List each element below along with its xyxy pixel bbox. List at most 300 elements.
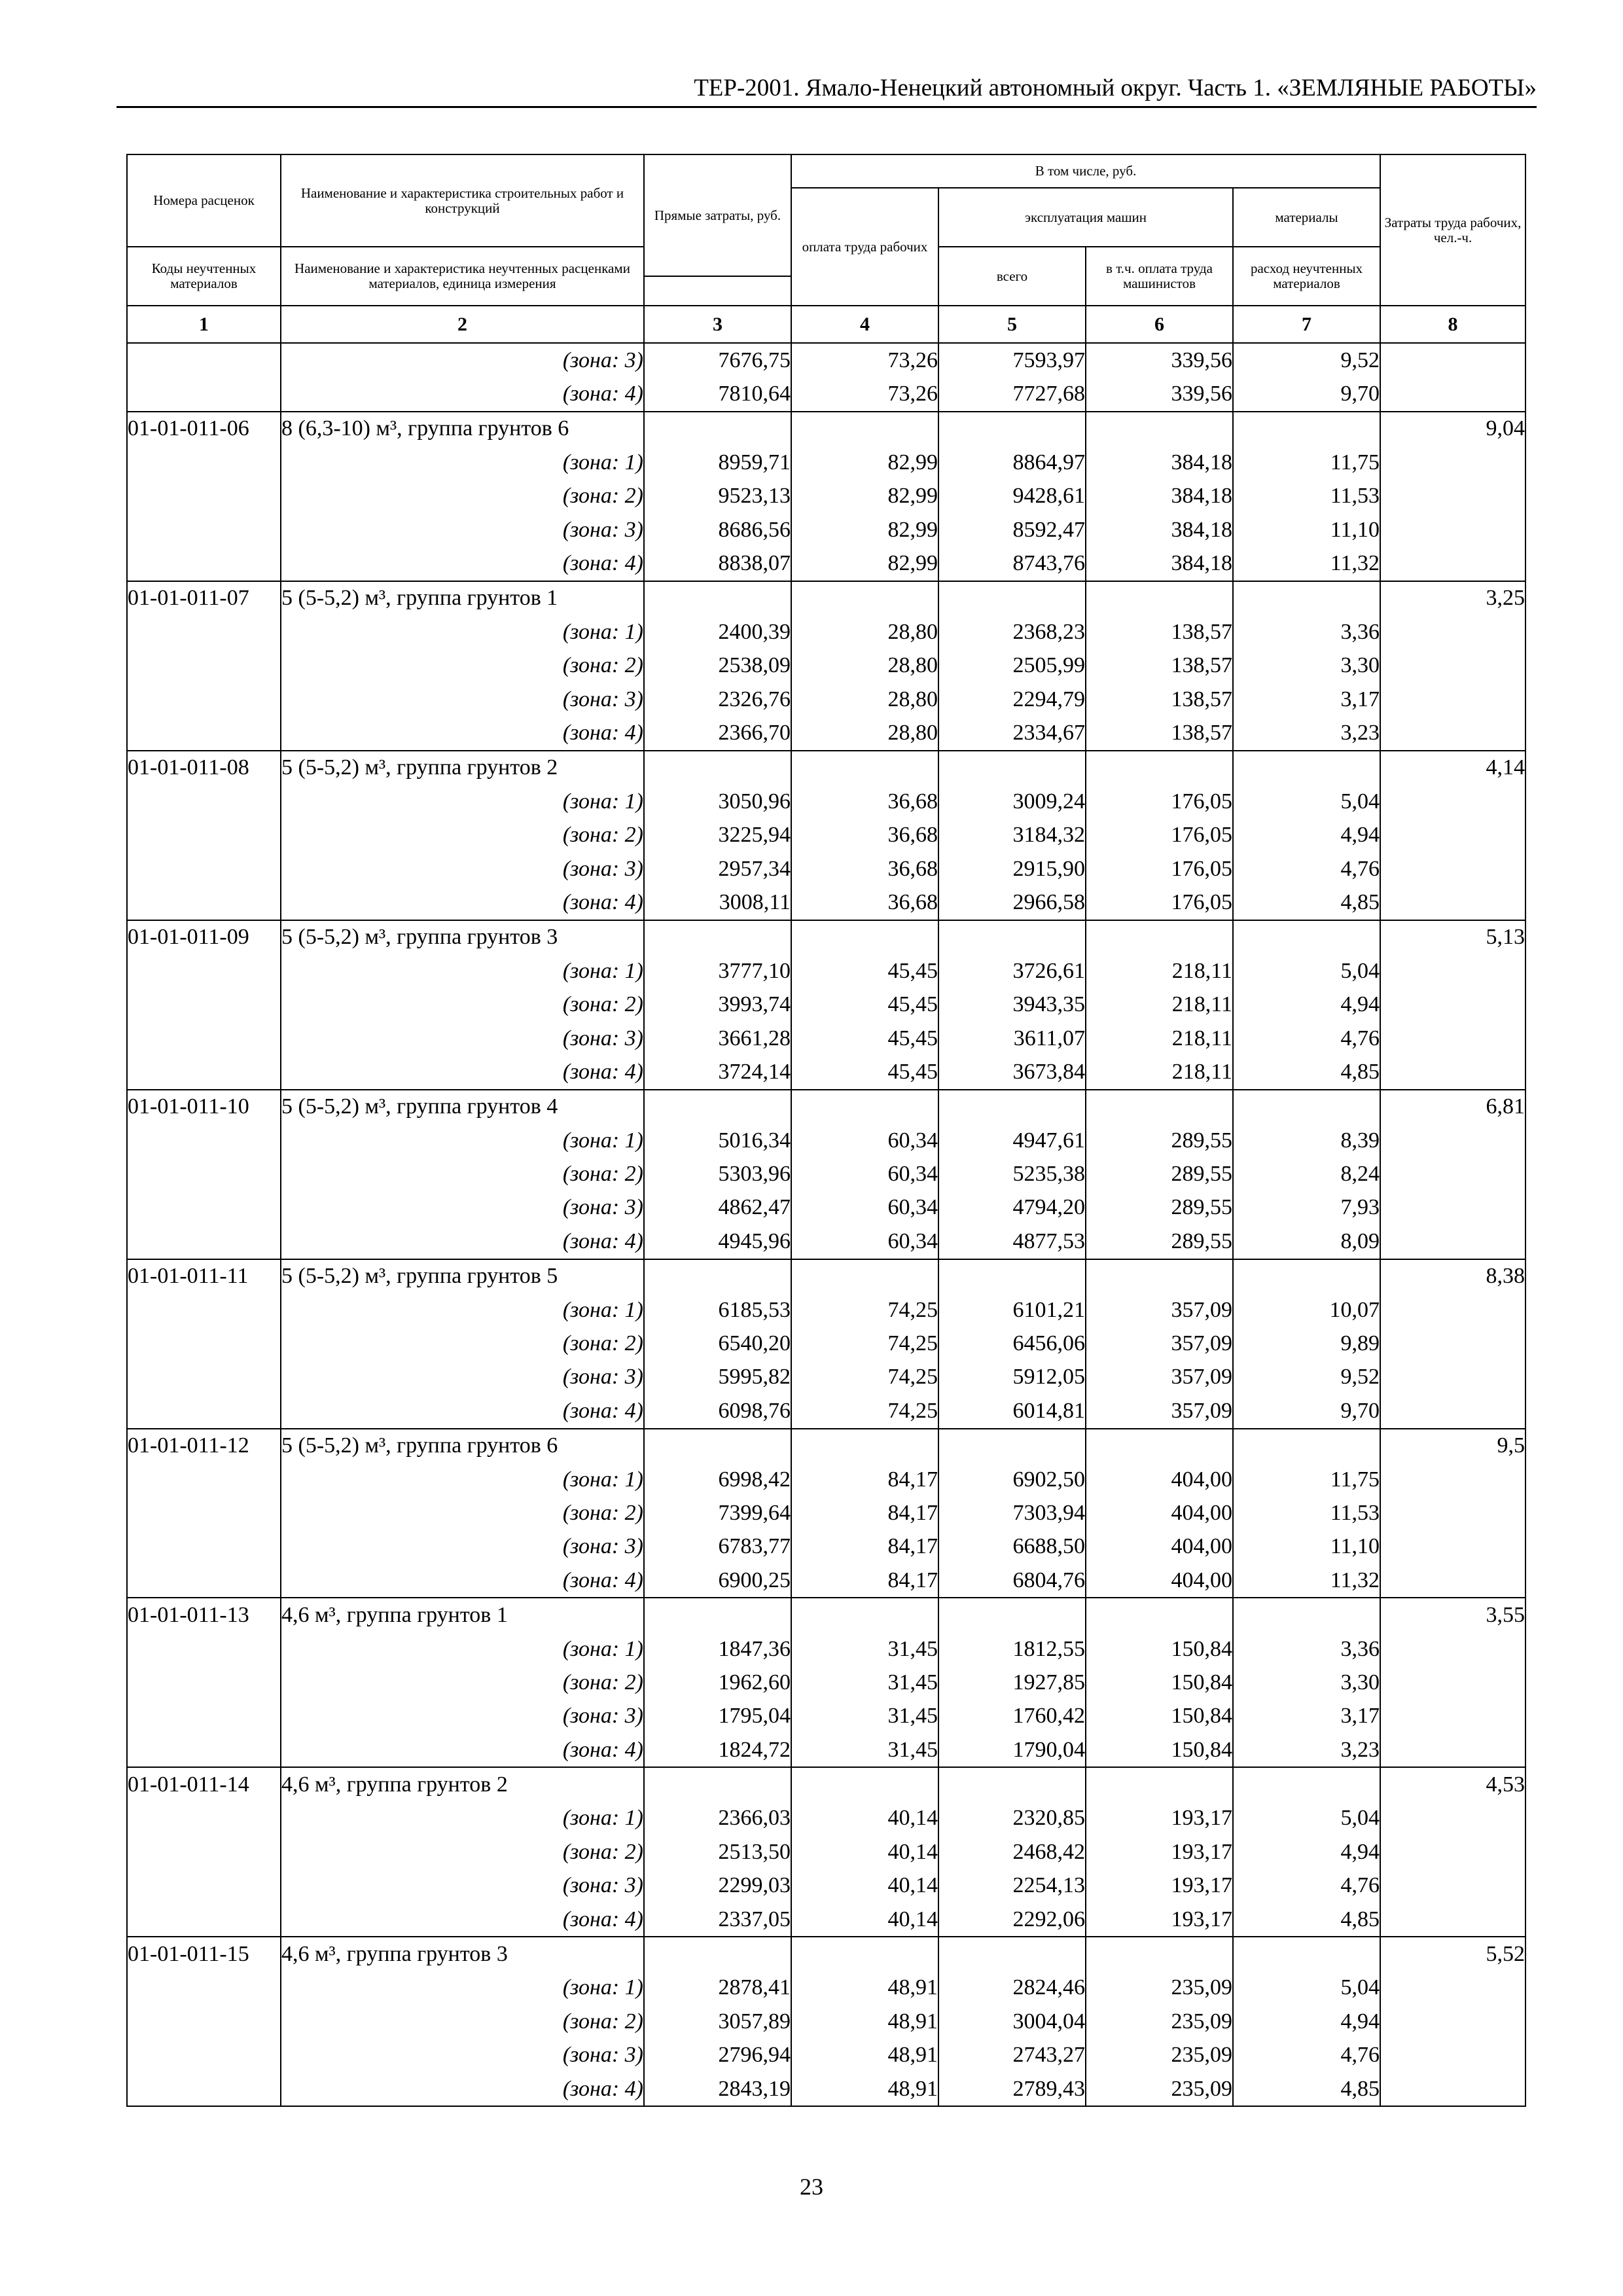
zone-label: (зона: 3) xyxy=(281,683,644,716)
header-machines-total: всего xyxy=(938,247,1086,306)
header-labor-pay: оплата труда рабочих xyxy=(791,188,938,306)
materials-consumption: 4,76 xyxy=(1233,1869,1380,1903)
empty-cell xyxy=(1380,988,1525,1021)
labor-pay: 74,25 xyxy=(791,1293,938,1327)
zone-row xyxy=(127,1124,1525,1157)
zone-row xyxy=(127,343,1525,377)
empty-cell xyxy=(1380,716,1525,750)
empty-cell xyxy=(791,581,938,615)
zone-label: (зона: 2) xyxy=(281,1327,644,1360)
operators-pay: 138,57 xyxy=(1086,649,1233,683)
direct-costs: 3777,10 xyxy=(644,954,791,988)
direct-costs: 2878,41 xyxy=(644,1971,791,2005)
labor-pay: 36,68 xyxy=(791,852,938,886)
header-name-materials: Наименование и характеристика неучтенных расценками материалов, единица измерения xyxy=(281,247,644,306)
zone-row xyxy=(127,818,1525,852)
zone-row xyxy=(127,1632,1525,1666)
direct-costs: 7399,64 xyxy=(644,1496,791,1530)
zone-label: (зона: 3) xyxy=(281,1022,644,1055)
labor-pay: 48,91 xyxy=(791,2039,938,2072)
materials-consumption: 3,30 xyxy=(1233,1666,1380,1699)
empty-cell xyxy=(127,1463,281,1496)
empty-cell xyxy=(644,920,791,954)
empty-cell xyxy=(127,1666,281,1699)
machines-total: 2824,46 xyxy=(938,1971,1086,2005)
machines-total: 8743,76 xyxy=(938,547,1086,581)
materials-consumption: 4,94 xyxy=(1233,988,1380,1021)
zone-label: (зона: 4) xyxy=(281,1225,644,1259)
empty-cell xyxy=(1380,547,1525,581)
empty-cell xyxy=(644,1429,791,1463)
zone-row xyxy=(127,1463,1525,1496)
labor-pay: 36,68 xyxy=(791,785,938,818)
rate-header-row xyxy=(127,1767,1525,1801)
operators-pay: 339,56 xyxy=(1086,377,1233,411)
materials-consumption: 4,85 xyxy=(1233,1055,1380,1089)
labor-pay: 31,45 xyxy=(791,1632,938,1666)
labor-pay: 84,17 xyxy=(791,1530,938,1564)
materials-consumption: 4,85 xyxy=(1233,1903,1380,1937)
empty-cell xyxy=(791,1767,938,1801)
operators-pay: 176,05 xyxy=(1086,818,1233,852)
empty-cell xyxy=(1380,2039,1525,2072)
empty-cell xyxy=(1380,1666,1525,1699)
direct-costs: 6900,25 xyxy=(644,1564,791,1598)
zone-label: (зона: 2) xyxy=(281,1835,644,1869)
zone-label: (зона: 1) xyxy=(281,785,644,818)
labor-pay: 28,80 xyxy=(791,716,938,750)
column-number: 5 xyxy=(938,306,1086,343)
operators-pay: 150,84 xyxy=(1086,1632,1233,1666)
empty-cell xyxy=(1380,1327,1525,1360)
direct-costs: 2400,39 xyxy=(644,615,791,649)
empty-cell xyxy=(1380,1632,1525,1666)
empty-cell xyxy=(1380,1802,1525,1835)
empty-cell xyxy=(127,2072,281,2106)
zone-label: (зона: 1) xyxy=(281,1971,644,2005)
column-number: 7 xyxy=(1233,306,1380,343)
empty-cell xyxy=(1380,615,1525,649)
zone-label: (зона: 1) xyxy=(281,1802,644,1835)
operators-pay: 235,09 xyxy=(1086,1971,1233,2005)
materials-consumption: 5,04 xyxy=(1233,1971,1380,2005)
direct-costs: 3225,94 xyxy=(644,818,791,852)
operators-pay: 289,55 xyxy=(1086,1225,1233,1259)
materials-consumption: 9,89 xyxy=(1233,1327,1380,1360)
rate-name: 8 (6,3-10) м³, группа грунтов 6 xyxy=(281,412,644,446)
empty-cell xyxy=(1233,751,1380,785)
empty-cell xyxy=(1380,1530,1525,1564)
column-number: 8 xyxy=(1380,306,1525,343)
machines-total: 2743,27 xyxy=(938,2039,1086,2072)
machines-total: 3184,32 xyxy=(938,818,1086,852)
direct-costs: 4945,96 xyxy=(644,1225,791,1259)
materials-consumption: 11,32 xyxy=(1233,547,1380,581)
empty-cell xyxy=(127,1293,281,1327)
direct-costs: 2366,03 xyxy=(644,1802,791,1835)
direct-costs: 3661,28 xyxy=(644,1022,791,1055)
empty-cell xyxy=(1233,412,1380,446)
empty-cell xyxy=(1233,581,1380,615)
zone-row xyxy=(127,2039,1525,2072)
empty-cell xyxy=(644,1598,791,1632)
labor-pay: 84,17 xyxy=(791,1564,938,1598)
empty-cell xyxy=(1233,1259,1380,1293)
machines-total: 5912,05 xyxy=(938,1361,1086,1394)
zone-row xyxy=(127,1530,1525,1564)
empty-cell xyxy=(791,1090,938,1124)
machines-total: 9428,61 xyxy=(938,480,1086,513)
zone-row xyxy=(127,785,1525,818)
empty-cell xyxy=(1380,1361,1525,1394)
materials-consumption: 11,10 xyxy=(1233,513,1380,547)
empty-cell xyxy=(1380,377,1525,411)
column-number: 4 xyxy=(791,306,938,343)
operators-pay: 289,55 xyxy=(1086,1157,1233,1191)
operators-pay: 138,57 xyxy=(1086,683,1233,716)
machines-total: 3611,07 xyxy=(938,1022,1086,1055)
empty-cell xyxy=(127,785,281,818)
zone-row xyxy=(127,2005,1525,2038)
zone-label: (зона: 3) xyxy=(281,1700,644,1733)
empty-cell xyxy=(1086,581,1233,615)
zone-label: (зона: 4) xyxy=(281,1394,644,1428)
operators-pay: 289,55 xyxy=(1086,1124,1233,1157)
empty-cell xyxy=(127,1124,281,1157)
direct-costs: 2366,70 xyxy=(644,716,791,750)
column-number: 6 xyxy=(1086,306,1233,343)
empty-cell xyxy=(127,649,281,683)
empty-cell xyxy=(791,412,938,446)
empty-cell xyxy=(1380,480,1525,513)
empty-cell xyxy=(1380,1124,1525,1157)
zone-row xyxy=(127,1496,1525,1530)
empty-cell xyxy=(938,581,1086,615)
empty-cell xyxy=(938,1767,1086,1801)
empty-cell xyxy=(1380,513,1525,547)
labor-pay: 74,25 xyxy=(791,1327,938,1360)
empty-cell xyxy=(127,1971,281,2005)
direct-costs: 8838,07 xyxy=(644,547,791,581)
labor-pay: 40,14 xyxy=(791,1869,938,1903)
header-operators-pay: в т.ч. оплата труда машинистов xyxy=(1086,247,1233,306)
empty-cell xyxy=(127,1327,281,1360)
rate-name: 5 (5-5,2) м³, группа грунтов 2 xyxy=(281,751,644,785)
direct-costs: 2957,34 xyxy=(644,852,791,886)
machines-total: 7593,97 xyxy=(938,343,1086,377)
labor-pay: 31,45 xyxy=(791,1666,938,1699)
zone-label: (зона: 3) xyxy=(281,852,644,886)
labor-pay: 28,80 xyxy=(791,649,938,683)
empty-cell xyxy=(938,1937,1086,1971)
empty-cell xyxy=(127,818,281,852)
zone-label: (зона: 4) xyxy=(281,547,644,581)
header-name: Наименование и характеристика строительных работ и конструкций xyxy=(281,154,644,247)
operators-pay: 218,11 xyxy=(1086,1055,1233,1089)
labor-costs: 6,81 xyxy=(1380,1090,1525,1124)
empty-cell xyxy=(1380,683,1525,716)
empty-cell xyxy=(1380,2005,1525,2038)
empty-cell xyxy=(127,1869,281,1903)
labor-costs: 4,53 xyxy=(1380,1767,1525,1801)
machines-total: 2368,23 xyxy=(938,615,1086,649)
direct-costs: 8959,71 xyxy=(644,446,791,479)
labor-pay: 60,34 xyxy=(791,1191,938,1225)
materials-consumption: 8,39 xyxy=(1233,1124,1380,1157)
empty-cell xyxy=(1380,1022,1525,1055)
machines-total: 3673,84 xyxy=(938,1055,1086,1089)
direct-costs: 1962,60 xyxy=(644,1666,791,1699)
operators-pay: 193,17 xyxy=(1086,1869,1233,1903)
empty-cell xyxy=(1086,1767,1233,1801)
labor-costs: 9,5 xyxy=(1380,1429,1525,1463)
empty-cell xyxy=(791,1937,938,1971)
empty-cell xyxy=(644,1090,791,1124)
empty-cell xyxy=(1380,446,1525,479)
rate-name: 5 (5-5,2) м³, группа грунтов 5 xyxy=(281,1259,644,1293)
machines-total: 2294,79 xyxy=(938,683,1086,716)
empty-cell xyxy=(1380,852,1525,886)
empty-cell xyxy=(791,751,938,785)
operators-pay: 235,09 xyxy=(1086,2072,1233,2106)
labor-pay: 82,99 xyxy=(791,547,938,581)
rate-code: 01-01-011-11 xyxy=(127,1259,281,1293)
empty-cell xyxy=(127,377,281,411)
operators-pay: 404,00 xyxy=(1086,1463,1233,1496)
operators-pay: 150,84 xyxy=(1086,1666,1233,1699)
empty-cell xyxy=(938,920,1086,954)
operators-pay: 384,18 xyxy=(1086,446,1233,479)
operators-pay: 218,11 xyxy=(1086,954,1233,988)
machines-total: 1790,04 xyxy=(938,1733,1086,1767)
machines-total: 3726,61 xyxy=(938,954,1086,988)
column-numbers-row xyxy=(127,306,1525,343)
empty-cell xyxy=(1380,2072,1525,2106)
rate-code: 01-01-011-08 xyxy=(127,751,281,785)
machines-total: 2915,90 xyxy=(938,852,1086,886)
zone-row xyxy=(127,1022,1525,1055)
rate-name: 5 (5-5,2) м³, группа грунтов 4 xyxy=(281,1090,644,1124)
empty-cell xyxy=(127,1733,281,1767)
zone-label: (зона: 4) xyxy=(281,716,644,750)
labor-pay: 60,34 xyxy=(791,1225,938,1259)
rate-header-row xyxy=(127,1598,1525,1632)
operators-pay: 357,09 xyxy=(1086,1327,1233,1360)
labor-pay: 40,14 xyxy=(791,1903,938,1937)
direct-costs: 2326,76 xyxy=(644,683,791,716)
zone-label: (зона: 4) xyxy=(281,1903,644,1937)
empty-cell xyxy=(1380,1564,1525,1598)
operators-pay: 289,55 xyxy=(1086,1191,1233,1225)
zone-label: (зона: 1) xyxy=(281,1124,644,1157)
machines-total: 2334,67 xyxy=(938,716,1086,750)
zone-label: (зона: 2) xyxy=(281,818,644,852)
empty-cell xyxy=(127,1903,281,1937)
direct-costs: 4862,47 xyxy=(644,1191,791,1225)
zone-label: (зона: 1) xyxy=(281,1632,644,1666)
materials-consumption: 4,94 xyxy=(1233,818,1380,852)
zone-row xyxy=(127,1157,1525,1191)
empty-cell xyxy=(791,1598,938,1632)
materials-consumption: 3,17 xyxy=(1233,1700,1380,1733)
empty-cell xyxy=(1380,343,1525,377)
machines-total: 2789,43 xyxy=(938,2072,1086,2106)
rate-code: 01-01-011-06 xyxy=(127,412,281,446)
empty-cell xyxy=(127,1835,281,1869)
zone-row xyxy=(127,480,1525,513)
direct-costs: 8686,56 xyxy=(644,513,791,547)
direct-costs: 5303,96 xyxy=(644,1157,791,1191)
empty-cell xyxy=(644,751,791,785)
empty-cell xyxy=(127,480,281,513)
empty-cell xyxy=(1086,1259,1233,1293)
empty-cell xyxy=(644,1259,791,1293)
empty-cell xyxy=(127,1191,281,1225)
direct-costs: 3993,74 xyxy=(644,988,791,1021)
running-header xyxy=(116,72,1537,108)
operators-pay: 176,05 xyxy=(1086,886,1233,920)
labor-costs: 9,04 xyxy=(1380,412,1525,446)
labor-pay: 45,45 xyxy=(791,988,938,1021)
column-number: 3 xyxy=(644,306,791,343)
empty-cell xyxy=(127,1564,281,1598)
empty-cell xyxy=(1233,1429,1380,1463)
materials-consumption: 11,10 xyxy=(1233,1530,1380,1564)
empty-cell xyxy=(127,683,281,716)
zone-label: (зона: 4) xyxy=(281,1564,644,1598)
direct-costs: 3050,96 xyxy=(644,785,791,818)
empty-cell xyxy=(1380,1055,1525,1089)
empty-cell xyxy=(1233,1090,1380,1124)
zone-row xyxy=(127,1191,1525,1225)
labor-pay: 31,45 xyxy=(791,1733,938,1767)
rate-name: 5 (5-5,2) м³, группа грунтов 3 xyxy=(281,920,644,954)
materials-consumption: 3,36 xyxy=(1233,615,1380,649)
operators-pay: 150,84 xyxy=(1086,1733,1233,1767)
materials-consumption: 4,94 xyxy=(1233,2005,1380,2038)
zone-row xyxy=(127,1361,1525,1394)
rate-name: 5 (5-5,2) м³, группа грунтов 1 xyxy=(281,581,644,615)
labor-pay: 48,91 xyxy=(791,2005,938,2038)
machines-total: 2468,42 xyxy=(938,1835,1086,1869)
page-number: 23 xyxy=(800,2174,823,2200)
machines-total: 2292,06 xyxy=(938,1903,1086,1937)
direct-costs: 6098,76 xyxy=(644,1394,791,1428)
direct-costs: 6783,77 xyxy=(644,1530,791,1564)
empty-cell xyxy=(127,1361,281,1394)
zone-label: (зона: 2) xyxy=(281,1157,644,1191)
rates-table xyxy=(126,154,1526,2107)
zone-label: (зона: 2) xyxy=(281,480,644,513)
labor-pay: 28,80 xyxy=(791,615,938,649)
header-materials-consumption: расход неучтенных материалов xyxy=(1233,247,1380,306)
zone-row xyxy=(127,446,1525,479)
rate-code: 01-01-011-15 xyxy=(127,1937,281,1971)
materials-consumption: 4,76 xyxy=(1233,852,1380,886)
empty-cell xyxy=(791,1259,938,1293)
rate-header-row xyxy=(127,1937,1525,1971)
machines-total: 4947,61 xyxy=(938,1124,1086,1157)
empty-cell xyxy=(644,1937,791,1971)
labor-pay: 73,26 xyxy=(791,377,938,411)
empty-cell xyxy=(644,581,791,615)
operators-pay: 138,57 xyxy=(1086,615,1233,649)
header-direct-costs-cont xyxy=(644,276,791,306)
materials-consumption: 9,52 xyxy=(1233,1361,1380,1394)
materials-consumption: 10,07 xyxy=(1233,1293,1380,1327)
empty-cell xyxy=(127,1530,281,1564)
zone-label: (зона: 3) xyxy=(281,1869,644,1903)
labor-pay: 36,68 xyxy=(791,886,938,920)
labor-pay: 36,68 xyxy=(791,818,938,852)
machines-total: 4794,20 xyxy=(938,1191,1086,1225)
empty-cell xyxy=(127,1394,281,1428)
labor-pay: 45,45 xyxy=(791,954,938,988)
materials-consumption: 5,04 xyxy=(1233,1802,1380,1835)
direct-costs: 2843,19 xyxy=(644,2072,791,2106)
empty-cell xyxy=(1233,1598,1380,1632)
empty-cell xyxy=(1380,1293,1525,1327)
operators-pay: 193,17 xyxy=(1086,1835,1233,1869)
direct-costs: 3008,11 xyxy=(644,886,791,920)
labor-costs: 5,52 xyxy=(1380,1937,1525,1971)
operators-pay: 176,05 xyxy=(1086,785,1233,818)
operators-pay: 193,17 xyxy=(1086,1802,1233,1835)
materials-consumption: 9,70 xyxy=(1233,1394,1380,1428)
empty-cell xyxy=(1086,412,1233,446)
rate-name: 4,6 м³, группа грунтов 2 xyxy=(281,1767,644,1801)
labor-pay: 45,45 xyxy=(791,1055,938,1089)
labor-pay: 73,26 xyxy=(791,343,938,377)
empty-cell xyxy=(1233,920,1380,954)
empty-cell xyxy=(127,2005,281,2038)
zone-row xyxy=(127,1394,1525,1428)
zone-row xyxy=(127,1733,1525,1767)
zone-row xyxy=(127,547,1525,581)
machines-total: 1760,42 xyxy=(938,1700,1086,1733)
operators-pay: 235,09 xyxy=(1086,2005,1233,2038)
empty-cell xyxy=(127,852,281,886)
labor-pay: 48,91 xyxy=(791,2072,938,2106)
empty-cell xyxy=(938,1598,1086,1632)
empty-cell xyxy=(938,751,1086,785)
materials-consumption: 4,76 xyxy=(1233,2039,1380,2072)
labor-pay: 48,91 xyxy=(791,1971,938,2005)
machines-total: 3009,24 xyxy=(938,785,1086,818)
operators-pay: 339,56 xyxy=(1086,343,1233,377)
empty-cell xyxy=(938,1259,1086,1293)
labor-costs: 8,38 xyxy=(1380,1259,1525,1293)
header-codes: Коды неучтенных материалов xyxy=(127,247,281,306)
machines-total: 6101,21 xyxy=(938,1293,1086,1327)
zone-label: (зона: 3) xyxy=(281,513,644,547)
zone-row xyxy=(127,1869,1525,1903)
direct-costs: 2299,03 xyxy=(644,1869,791,1903)
zone-row xyxy=(127,1225,1525,1259)
zone-label: (зона: 4) xyxy=(281,1055,644,1089)
labor-pay: 84,17 xyxy=(791,1496,938,1530)
empty-cell xyxy=(644,1767,791,1801)
labor-pay: 40,14 xyxy=(791,1802,938,1835)
empty-cell xyxy=(127,513,281,547)
empty-cell xyxy=(1380,1463,1525,1496)
zone-row xyxy=(127,954,1525,988)
header-machines: эксплуатация машин xyxy=(938,188,1233,247)
machines-total: 7727,68 xyxy=(938,377,1086,411)
materials-consumption: 5,04 xyxy=(1233,954,1380,988)
zone-row xyxy=(127,886,1525,920)
empty-cell xyxy=(127,1225,281,1259)
